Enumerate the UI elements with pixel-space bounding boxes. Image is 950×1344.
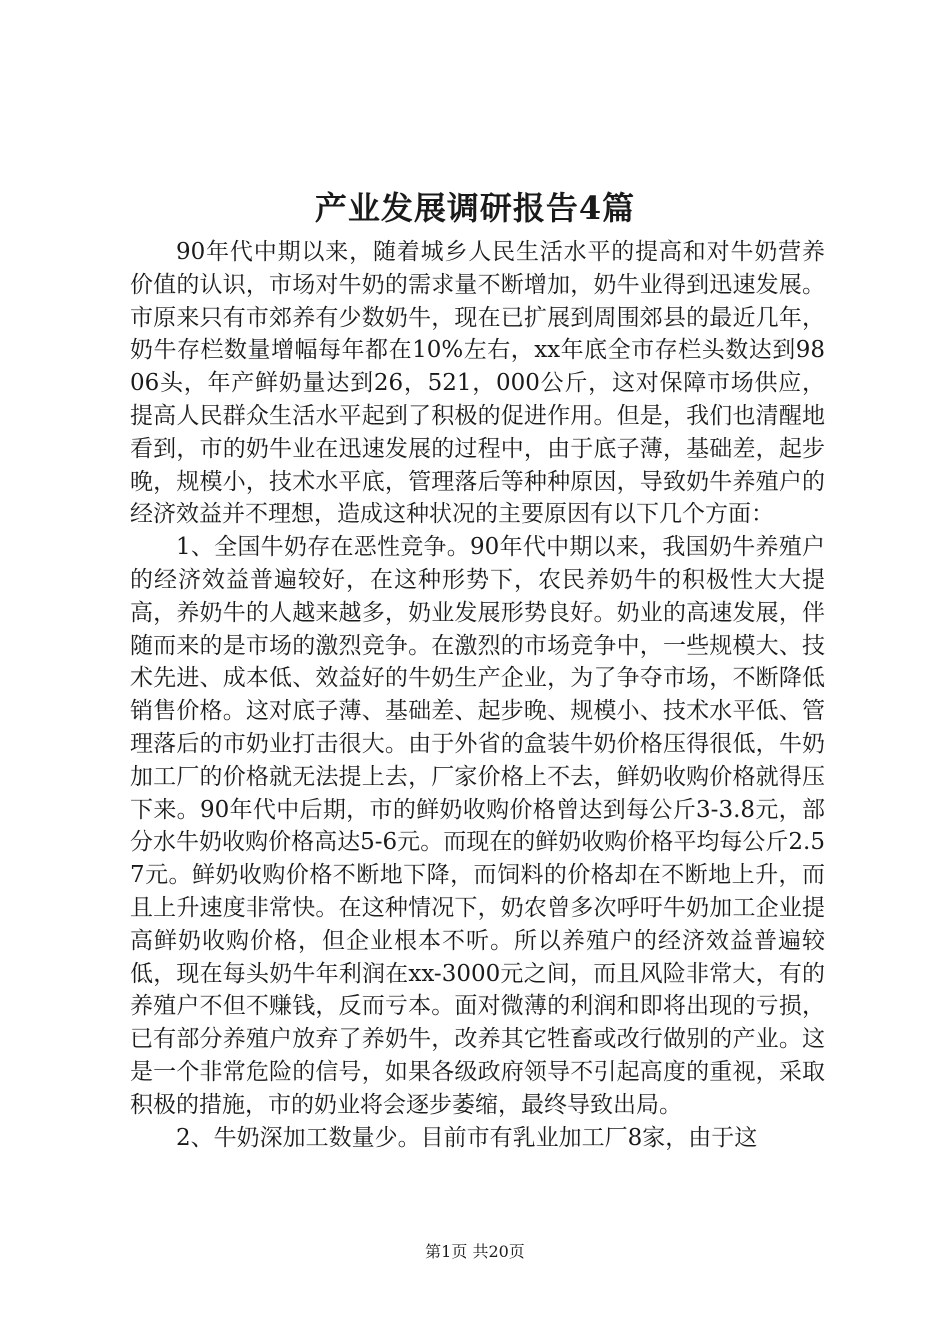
document-title: 产业发展调研报告4篇: [314, 189, 636, 227]
paragraph-point-1: 1、全国牛奶存在恶性竞争。90年代中期以来，我国奶牛养殖户的经济效益普遍较好，在这种形势下，农民养奶牛的积极性大大提高，养奶牛的人越来越多，奶业发展形势良好。奶业的高速发展，伴随而来的是市场的激烈竞争。在激烈的市场竞争中，一些规模大、技术先进、成本低、效益好的牛奶生产企业，为了争夺市场，不断降低销售价格。这对底子薄、基础差、起步晚、规模小、技术水平低、管理落后的市奶业打击很大。由于外省的盒装牛奶价格压得很低，牛奶加工厂的价格就无法提上去，厂家价格上不去，鲜奶收购价格就得压下来。90年代中后期，市的鲜奶收购价格曾达到每公斤3-3.8元，部分水牛奶收购价格高达5-6元。而现在的鲜奶收购价格平均每公斤2.57元。鲜奶收购价格不断地下降，而饲料的价格却在不断地上升，而且上升速度非常快。在这种情况下，奶农曾多次呼吁牛奶加工企业提高鲜奶收购价格，但企业根本不听。所以养殖户的经济效益普遍较低，现在每头奶牛年利润在xx-3000元之间，而且风险非常大，有的养殖户不但不赚钱，反而亏本。面对微薄的利润和即将出现的亏损，已有部分养殖户放弃了养奶牛，改养其它牲畜或改行做别的产业。这是一个非常危险的信号，如果各级政府领导不引起高度的重视，采取积极的措施，市的奶业将会逐步萎缩，最终导致出局。: [130, 534, 825, 1118]
page-number-footer: 第1页 共20页: [425, 1242, 525, 1261]
document-body: [130, 236, 825, 1154]
paragraph-point-2: 2、牛奶深加工数量少。目前市有乳业加工厂8家，由于这: [176, 1124, 758, 1151]
paragraph-intro: 90年代中期以来，随着城乡人民生活水平的提高和对牛奶营养价值的认识，市场对牛奶的需求量不断增加，奶牛业得到迅速发展。市原来只有市郊养有少数奶牛，现在已扩展到周围郊县的最近几年，奶牛存栏数量增幅每年都在10%左右，xx年底全市存栏头数达到9806头，年产鲜奶量达到26，521，000公斤，这对保障市场供应，提高人民群众生活水平起到了积极的促进作用。但是，我们也清醒地看到，市的奶牛业在迅速发展的过程中，由于底子薄，基础差，起步晚，规模小，技术水平底，管理落后等种种原因，导致奶牛养殖户的经济效益并不理想，造成这种状况的主要原因有以下几个方面：: [130, 239, 825, 528]
